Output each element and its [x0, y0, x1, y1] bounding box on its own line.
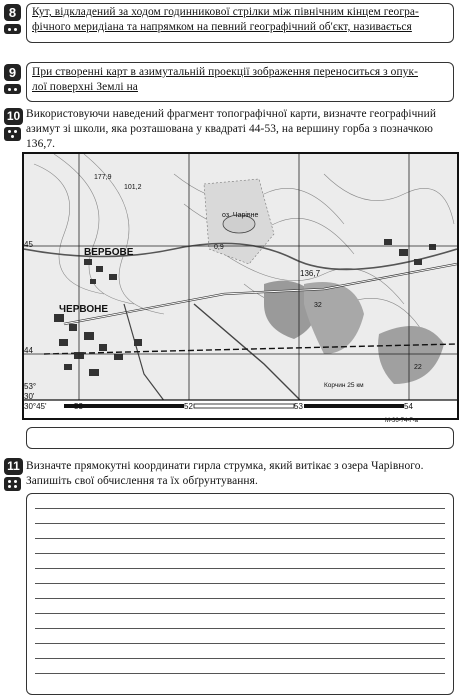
grid-tick-x: 53 [294, 402, 303, 411]
question-10-text [26, 107, 456, 152]
answer-line [35, 613, 445, 614]
corner-longitude: 30°45' [24, 402, 47, 411]
question-number-10: 10 [4, 108, 23, 125]
question-8-text [32, 5, 450, 35]
question-number-9: 9 [4, 64, 21, 81]
map-label-elevation: 22 [414, 364, 422, 371]
question-9-line1: При створенні карт в азимутальній проекції зображення переноситься з опук- [32, 66, 418, 78]
topographic-map [22, 152, 459, 420]
question-10-line2: азимут зі школи, яка розташована у квадраті 44-53, на вершину горба з позначкою [26, 123, 433, 135]
question-8-line2: фічного меридіана та напрямком на певний географічний об'єкт, називається [32, 21, 412, 33]
map-label-elevation: 0,9 [214, 244, 224, 251]
question-10-line1: Використовуючи наведений фрагмент топографічної карти, визначте географічний [26, 108, 437, 120]
answer-line [35, 568, 445, 569]
answer-line [35, 673, 445, 674]
difficulty-dots-icon [4, 127, 21, 141]
answer-line [35, 643, 445, 644]
map-label-lake: оз. Чарівне [222, 212, 259, 219]
answer-line [35, 538, 445, 539]
question-number-8: 8 [4, 4, 21, 21]
question-10-line3: 136,7. [26, 138, 56, 150]
corner-latitude-minutes: 30' [24, 392, 35, 401]
answer-line [35, 658, 445, 659]
map-label-elevation: 101,2 [124, 184, 142, 191]
map-scale-note: Корчин 25 км [324, 382, 364, 389]
difficulty-dots-icon [4, 24, 21, 34]
map-label-elevation: 177,9 [94, 174, 112, 181]
question-11-line2: Запишіть свої обчислення та їх обґрунтування. [26, 475, 258, 487]
map-label-chervone: ЧЕРВОНЕ [59, 304, 109, 315]
grid-tick-y: 45 [24, 240, 33, 249]
corner-latitude: 53° [24, 382, 37, 391]
grid-tick-y: 44 [24, 346, 33, 355]
map-label-hill: 136,7 [300, 269, 321, 278]
map-graphic [24, 154, 457, 418]
map-label-verbove: ВЕРБОВЕ [84, 247, 134, 258]
grid-tick-x: 53 [74, 402, 83, 411]
map-label-elevation: 32 [314, 302, 322, 309]
question-11-line1: Визначте прямокутні координати гирла струмка, який витікає з озера Чарівного. [26, 460, 424, 472]
answer-line [35, 598, 445, 599]
difficulty-dots-icon [4, 477, 21, 491]
answer-line [35, 583, 445, 584]
answer-line [35, 628, 445, 629]
grid-tick-x: 54 [404, 402, 413, 411]
answer-box-11[interactable] [26, 493, 454, 695]
map-sheet-id: М-36-74-Г-а [385, 418, 418, 424]
answer-line [35, 508, 445, 509]
answer-box-10[interactable] [26, 427, 454, 449]
question-8-line1: Кут, відкладений за ходом годинникової стрілки між північним кінцем геогра- [32, 6, 419, 18]
question-9-line2: лої поверхні Землі на [32, 81, 138, 93]
question-9-text [32, 65, 450, 95]
answer-line [35, 553, 445, 554]
question-11-text [26, 459, 456, 489]
answer-line [35, 523, 445, 524]
difficulty-dots-icon [4, 84, 21, 94]
question-number-11: 11 [4, 458, 23, 475]
grid-tick-x: 52 [184, 402, 193, 411]
